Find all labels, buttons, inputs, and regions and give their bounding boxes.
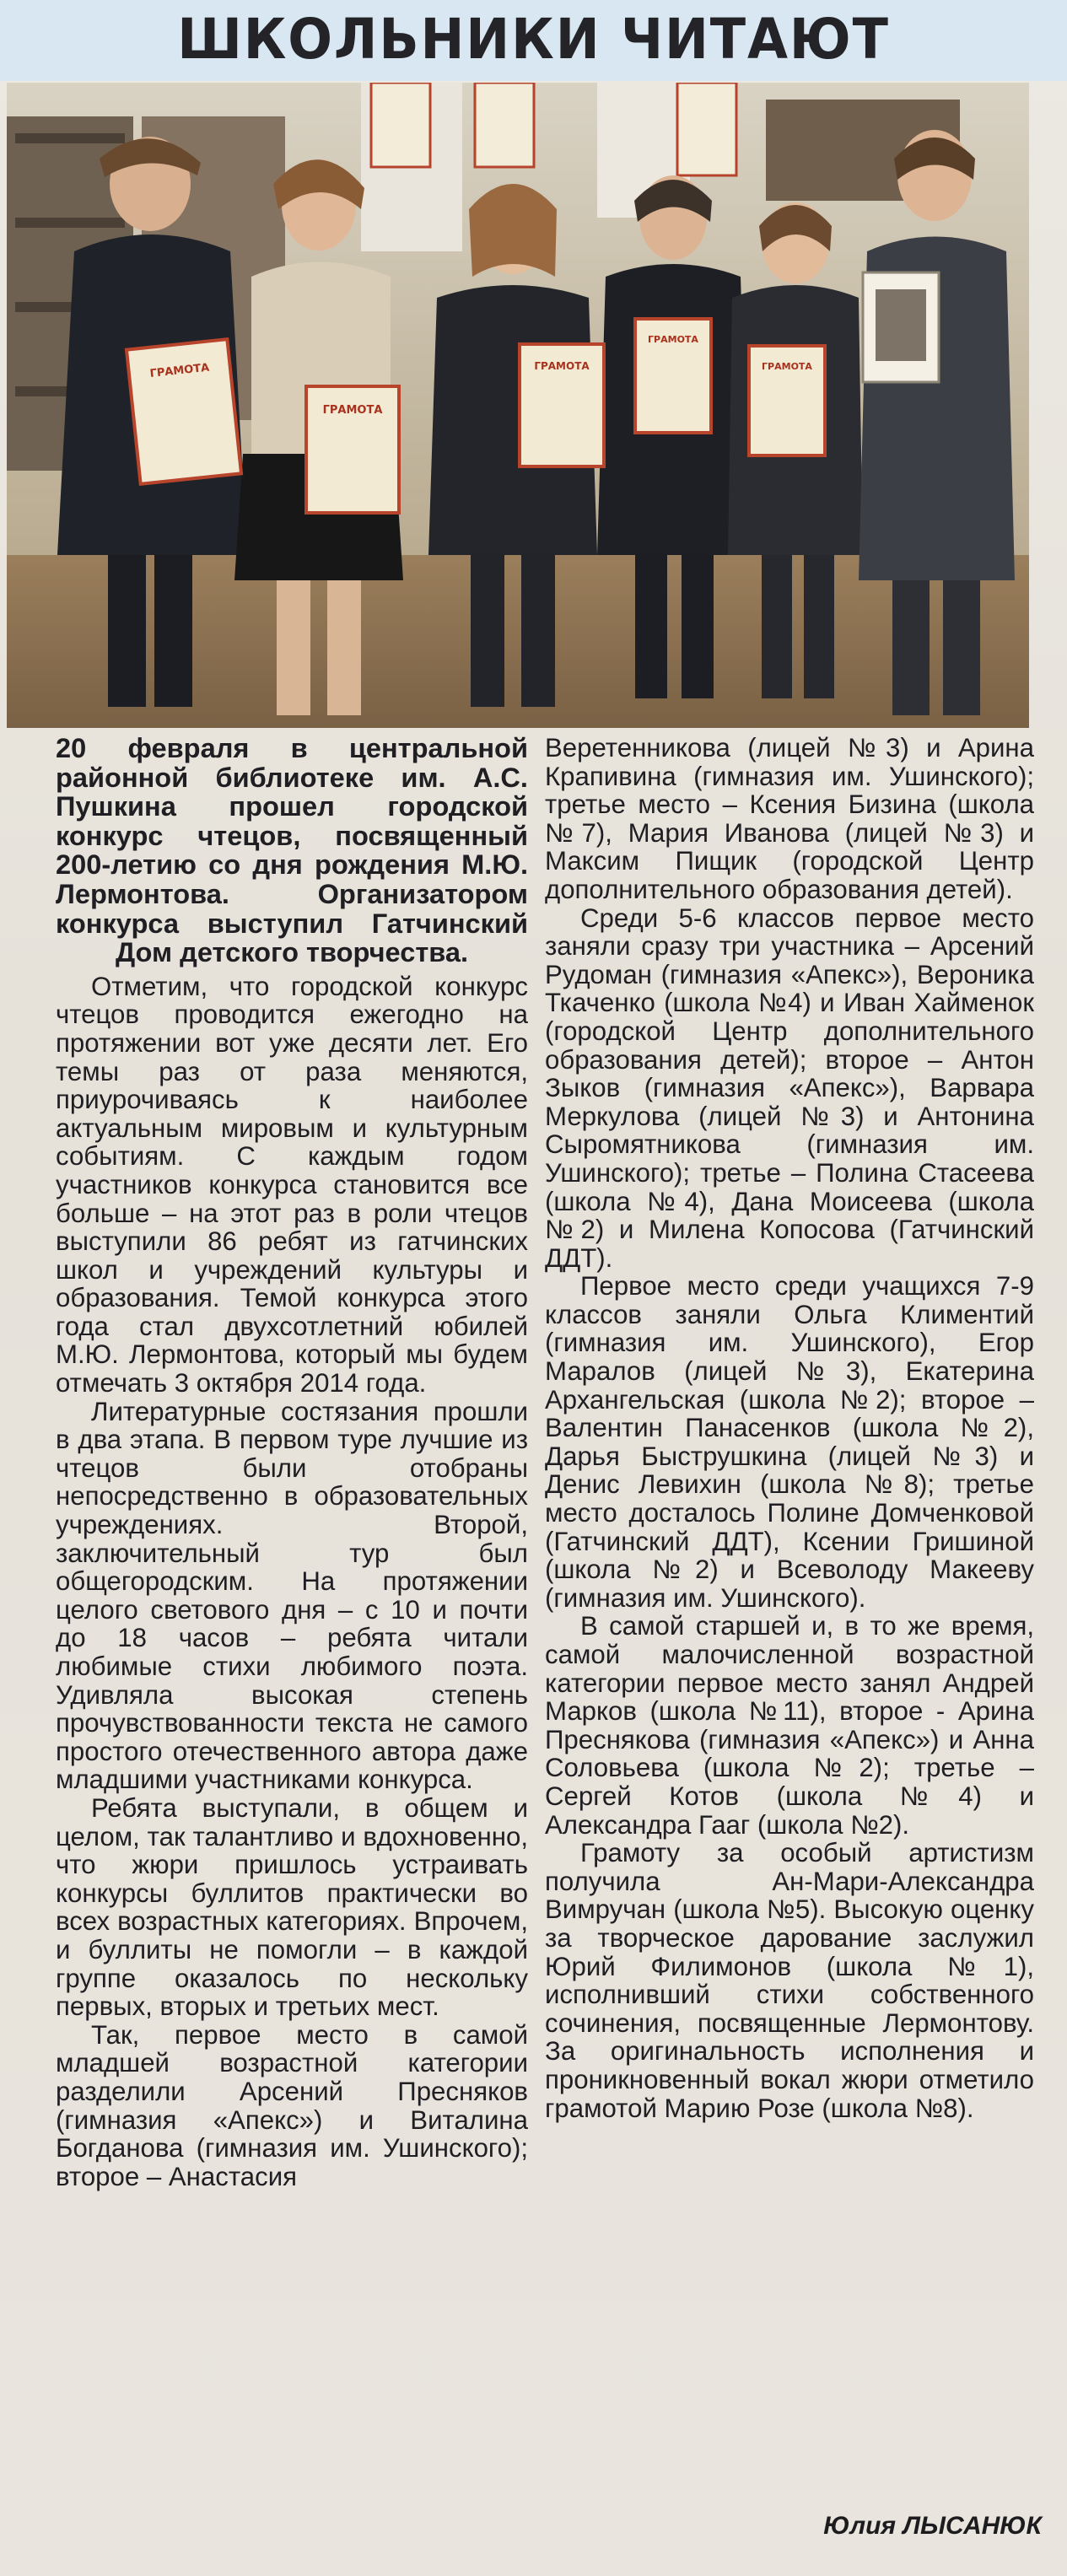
right-paragraph-2: Среди 5-6 классов первое место заняли сразу три участника – Арсений Рудоман (гимназия «Апекс»), Вероника Ткаченко (школа №4) и Иван Хайменок (городской Центр дополнительного образования детей); второе – Антон Зыков (гимназия «Апекс»), Варвара Меркулова (лицей №3) и Антонина Сыромятникова (гимназия им. Ушинского); третье – Полина Стасеева (школа №4), Дана Моисеева (школа №2) и Милена Копосова (Гатчинский ДДТ). [545,903,1034,1273]
svg-text:ГРАМОТА: ГРАМОТА [762,361,812,372]
diploma-3 [520,344,604,466]
svg-text:ГРАМОТА: ГРАМОТА [534,360,590,372]
headline-banner [0,0,1067,81]
svg-text:ГРАМОТА: ГРАМОТА [148,361,210,380]
diploma-5 [749,346,825,455]
article-body [0,734,1067,2576]
left-paragraph-2: Литературные состязания прошли в два этапа. В первом туре лучшие из чтецов были отобраны непосредственно в образовательных учреждениях. Второй, заключительный тур был общегородским. На протяжении целого светового дня – с 10 и почти до 18 часов – ребята читали любимые стихи любимого поэта. Удивляла высокая степень прочувствованности текста не самого простого отечественного автора даже младшими участниками конкурса. [56,1396,528,1795]
left-paragraph-3: Ребята выступали, в общем и целом, так талантливо и вдохновенно, что жюри пришлось устраивать конкурсы буллитов практически во всех возрастных категориях. Впрочем, и буллиты не помогли – в каждой группе оказалось по нескольку первых, вторых и третьих мест. [56,1792,528,2022]
diploma-4 [635,319,711,433]
left-paragraph-1: Отметим, что городской конкурс чтецов проводится ежегодно на протяжении вот уже десяти лет. Его темы раз от раза меняются, приурочиваясь к наиболее актуальным мировым и культурным событиям. С каждым годом участников конкурса становится все больше – на этот раз в роли чтецов выступили 86 ребят из гатчинских школ и учреждений культуры и образования. Темой конкурса этого года стал двухсотлетний юбилей М.Ю. Лермонтова, который мы будем отмечать 3 октября 2014 года. [56,971,528,1398]
photo-illustration [7,83,1029,728]
right-paragraph-3: Первое место среди учащихся 7-9 классов заняли Ольга Климентий (гимназия им. Ушинского), Егор Маралов (лицей №3), Екатерина Архангельская (школа №2); второе – Валентин Панасенков (школа №2), Дарья Быструшкина (лицей №3) и Денис Левихин (школа №8); третье место досталось Полине Домченковой (Гатчинский ДДТ), Ксении Гришиной (школа №2) и Всеволоду Макееву (гимназия им. Ушинского). [545,1271,1034,1613]
column-left [56,734,528,2191]
author-byline: Юлия ЛЫСАНЮК [823,2512,1042,2540]
diploma-2 [306,386,399,513]
headline: ШКОЛЬНИКИ ЧИТАЮТ [177,7,890,72]
right-paragraph-5: Грамоту за особый артистизм получила Ан-Мари-Александра Вимручан (школа №5). Высокую оценку за творческое дарование заслужил Юрий Филимонов (школа №1), исполнивший стихи собственного сочинения, посвященные Лермонтову. За оригинальность исполнения и проникновенный вокал жюри отметило грамотой Марию Розе (школа №8). [545,1838,1034,2123]
svg-text:ГРАМОТА: ГРАМОТА [322,404,383,417]
article-photo [7,83,1029,728]
svg-text:ГРАМОТА: ГРАМОТА [648,334,698,345]
portrait-frame [863,272,939,382]
right-paragraph-4: В самой старшей и, в то же время, самой малочисленной возрастной категории первое место занял Андрей Марков (школа №11), второе - Арина Преснякова (гимназия «Апекс») и Анна Соловьева (школа №2); третье – Сергей Котов (школа №4) и Александра Гааг (школа №2). [545,1611,1034,1840]
diploma-1 [127,339,241,484]
left-paragraph-4: Так, первое место в самой младшей возрастной категории разделили Арсений Пресняков (гимназия «Апекс») и Виталина Богданова (гимназия им. Ушинского); второе – Анастасия [56,2019,528,2191]
article-lead: 20 февраля в центральной районной библиотеке им. А.С. Пушкина прошел городской конкурс чтецов, посвященный 200-летию со дня рождения М.Ю. Лермонтова. Организатором конкурса выступил Гатчинский Дом детского творчества. [56,732,528,968]
right-paragraph-1: Веретенникова (лицей №3) и Арина Крапивина (гимназия им. Ушинского); третье место – Ксения Бизина (школа №7), Мария Иванова (лицей №3) и Максим Пищик (городской Центр дополнительного образования детей). [545,733,1034,904]
column-right [545,734,1034,2122]
